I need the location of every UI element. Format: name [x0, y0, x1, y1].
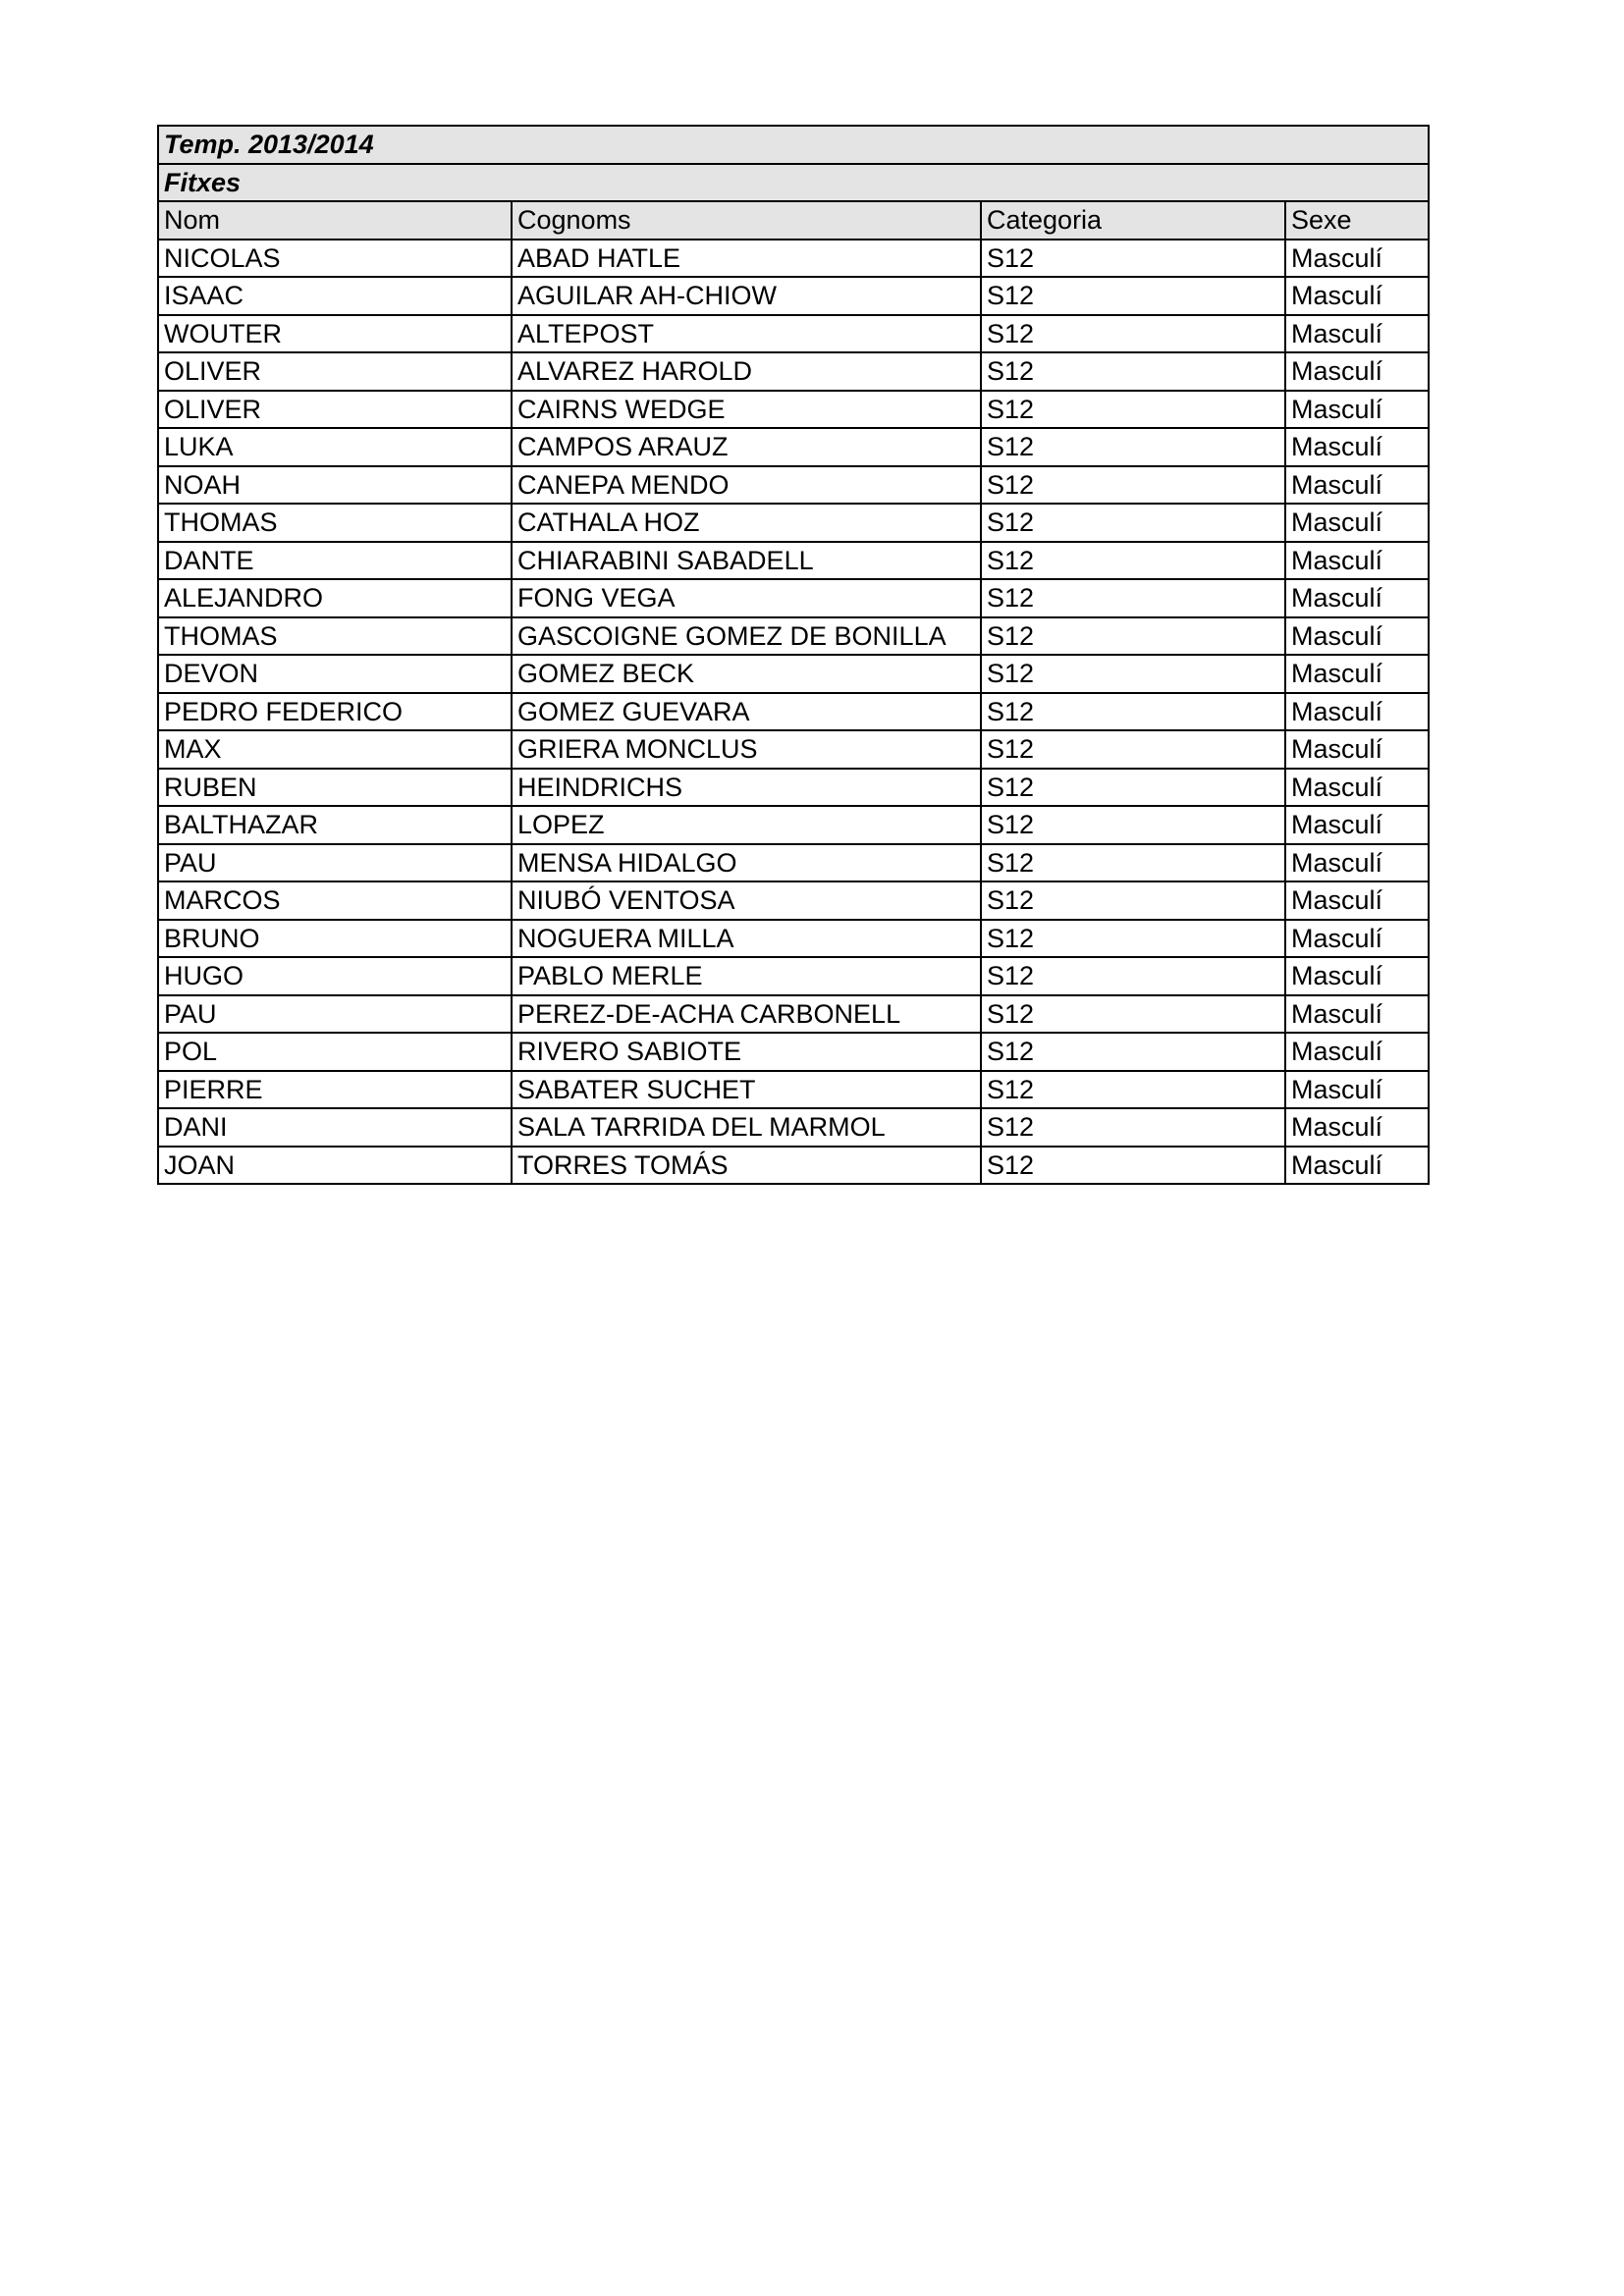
cell-categoria: S12 [981, 844, 1285, 882]
column-header-nom: Nom [158, 201, 512, 240]
table-row [158, 617, 1429, 656]
cell-sexe: Masculí [1285, 1108, 1429, 1147]
cell-sexe: Masculí [1285, 1033, 1429, 1071]
cell-sexe: Masculí [1285, 1147, 1429, 1185]
cell-categoria: S12 [981, 617, 1285, 656]
season-title-row [158, 126, 1429, 164]
table-row [158, 920, 1429, 958]
column-header-cognoms: Cognoms [512, 201, 981, 240]
table-row [158, 352, 1429, 391]
cell-sexe: Masculí [1285, 806, 1429, 844]
cell-categoria: S12 [981, 1147, 1285, 1185]
cell-sexe: Masculí [1285, 730, 1429, 769]
cell-cognoms: NIUBÓ VENTOSA [512, 881, 981, 920]
cell-cognoms: SALA TARRIDA DEL MARMOL [512, 1108, 981, 1147]
cell-categoria: S12 [981, 995, 1285, 1034]
table-row [158, 655, 1429, 693]
cell-categoria: S12 [981, 730, 1285, 769]
cell-sexe: Masculí [1285, 995, 1429, 1034]
cell-sexe: Masculí [1285, 579, 1429, 617]
cell-sexe: Masculí [1285, 881, 1429, 920]
cell-categoria: S12 [981, 957, 1285, 995]
section-title-row [158, 164, 1429, 202]
table-row [158, 391, 1429, 429]
cell-sexe: Masculí [1285, 1071, 1429, 1109]
cell-cognoms: ALVAREZ HAROLD [512, 352, 981, 391]
table-row [158, 315, 1429, 353]
cell-sexe: Masculí [1285, 352, 1429, 391]
table-row [158, 806, 1429, 844]
cell-cognoms: LOPEZ [512, 806, 981, 844]
table-row [158, 466, 1429, 505]
cell-cognoms: CANEPA MENDO [512, 466, 981, 505]
column-header-categoria: Categoria [981, 201, 1285, 240]
cell-nom: WOUTER [158, 315, 512, 353]
cell-nom: JOAN [158, 1147, 512, 1185]
cell-nom: ALEJANDRO [158, 579, 512, 617]
cell-nom: NICOLAS [158, 240, 512, 278]
cell-nom: MARCOS [158, 881, 512, 920]
cell-categoria: S12 [981, 769, 1285, 807]
roster-table [157, 125, 1430, 1185]
cell-categoria: S12 [981, 391, 1285, 429]
cell-nom: BALTHAZAR [158, 806, 512, 844]
table-row [158, 504, 1429, 542]
cell-categoria: S12 [981, 1071, 1285, 1109]
cell-categoria: S12 [981, 1033, 1285, 1071]
column-header-sexe: Sexe [1285, 201, 1429, 240]
table-row [158, 957, 1429, 995]
table-row [158, 542, 1429, 580]
cell-cognoms: NOGUERA MILLA [512, 920, 981, 958]
cell-cognoms: ABAD HATLE [512, 240, 981, 278]
cell-nom: POL [158, 1033, 512, 1071]
table-row [158, 844, 1429, 882]
cell-nom: RUBEN [158, 769, 512, 807]
cell-nom: MAX [158, 730, 512, 769]
cell-cognoms: GOMEZ GUEVARA [512, 693, 981, 731]
roster-sheet [157, 125, 1428, 1185]
cell-cognoms: CHIARABINI SABADELL [512, 542, 981, 580]
cell-categoria: S12 [981, 428, 1285, 466]
cell-sexe: Masculí [1285, 844, 1429, 882]
table-row [158, 769, 1429, 807]
cell-categoria: S12 [981, 1108, 1285, 1147]
cell-nom: ISAAC [158, 277, 512, 315]
cell-nom: OLIVER [158, 352, 512, 391]
table-row [158, 579, 1429, 617]
cell-nom: DEVON [158, 655, 512, 693]
cell-sexe: Masculí [1285, 769, 1429, 807]
cell-categoria: S12 [981, 881, 1285, 920]
cell-sexe: Masculí [1285, 655, 1429, 693]
cell-sexe: Masculí [1285, 617, 1429, 656]
table-row [158, 1033, 1429, 1071]
cell-cognoms: GASCOIGNE GOMEZ DE BONILLA [512, 617, 981, 656]
cell-sexe: Masculí [1285, 466, 1429, 505]
cell-categoria: S12 [981, 504, 1285, 542]
cell-categoria: S12 [981, 542, 1285, 580]
table-row [158, 428, 1429, 466]
table-row [158, 1108, 1429, 1147]
cell-sexe: Masculí [1285, 240, 1429, 278]
cell-sexe: Masculí [1285, 693, 1429, 731]
cell-nom: DANI [158, 1108, 512, 1147]
cell-nom: PEDRO FEDERICO [158, 693, 512, 731]
cell-cognoms: CAMPOS ARAUZ [512, 428, 981, 466]
cell-sexe: Masculí [1285, 391, 1429, 429]
table-row [158, 1147, 1429, 1185]
cell-cognoms: MENSA HIDALGO [512, 844, 981, 882]
table-row [158, 240, 1429, 278]
cell-categoria: S12 [981, 240, 1285, 278]
cell-cognoms: SABATER SUCHET [512, 1071, 981, 1109]
cell-nom: PAU [158, 995, 512, 1034]
table-row [158, 730, 1429, 769]
cell-sexe: Masculí [1285, 920, 1429, 958]
cell-cognoms: PEREZ-DE-ACHA CARBONELL [512, 995, 981, 1034]
table-row [158, 881, 1429, 920]
cell-sexe: Masculí [1285, 428, 1429, 466]
cell-nom: DANTE [158, 542, 512, 580]
cell-categoria: S12 [981, 579, 1285, 617]
cell-nom: THOMAS [158, 504, 512, 542]
cell-categoria: S12 [981, 466, 1285, 505]
cell-cognoms: TORRES TOMÁS [512, 1147, 981, 1185]
cell-categoria: S12 [981, 693, 1285, 731]
cell-cognoms: CATHALA HOZ [512, 504, 981, 542]
cell-nom: PAU [158, 844, 512, 882]
cell-categoria: S12 [981, 920, 1285, 958]
cell-nom: OLIVER [158, 391, 512, 429]
cell-cognoms: CAIRNS WEDGE [512, 391, 981, 429]
cell-sexe: Masculí [1285, 315, 1429, 353]
cell-categoria: S12 [981, 806, 1285, 844]
section-title: Fitxes [158, 164, 1429, 202]
cell-nom: BRUNO [158, 920, 512, 958]
column-header-row [158, 201, 1429, 240]
cell-sexe: Masculí [1285, 504, 1429, 542]
cell-cognoms: GOMEZ BECK [512, 655, 981, 693]
cell-categoria: S12 [981, 352, 1285, 391]
cell-nom: NOAH [158, 466, 512, 505]
cell-cognoms: HEINDRICHS [512, 769, 981, 807]
table-row [158, 693, 1429, 731]
table-row [158, 995, 1429, 1034]
cell-cognoms: AGUILAR AH-CHIOW [512, 277, 981, 315]
cell-sexe: Masculí [1285, 542, 1429, 580]
cell-nom: HUGO [158, 957, 512, 995]
cell-categoria: S12 [981, 277, 1285, 315]
cell-nom: PIERRE [158, 1071, 512, 1109]
cell-cognoms: GRIERA MONCLUS [512, 730, 981, 769]
cell-sexe: Masculí [1285, 957, 1429, 995]
cell-categoria: S12 [981, 655, 1285, 693]
cell-cognoms: RIVERO SABIOTE [512, 1033, 981, 1071]
table-row [158, 277, 1429, 315]
cell-categoria: S12 [981, 315, 1285, 353]
season-title: Temp. 2013/2014 [158, 126, 1429, 164]
cell-sexe: Masculí [1285, 277, 1429, 315]
cell-cognoms: ALTEPOST [512, 315, 981, 353]
cell-nom: LUKA [158, 428, 512, 466]
cell-cognoms: PABLO MERLE [512, 957, 981, 995]
table-row [158, 1071, 1429, 1109]
cell-nom: THOMAS [158, 617, 512, 656]
cell-cognoms: FONG VEGA [512, 579, 981, 617]
